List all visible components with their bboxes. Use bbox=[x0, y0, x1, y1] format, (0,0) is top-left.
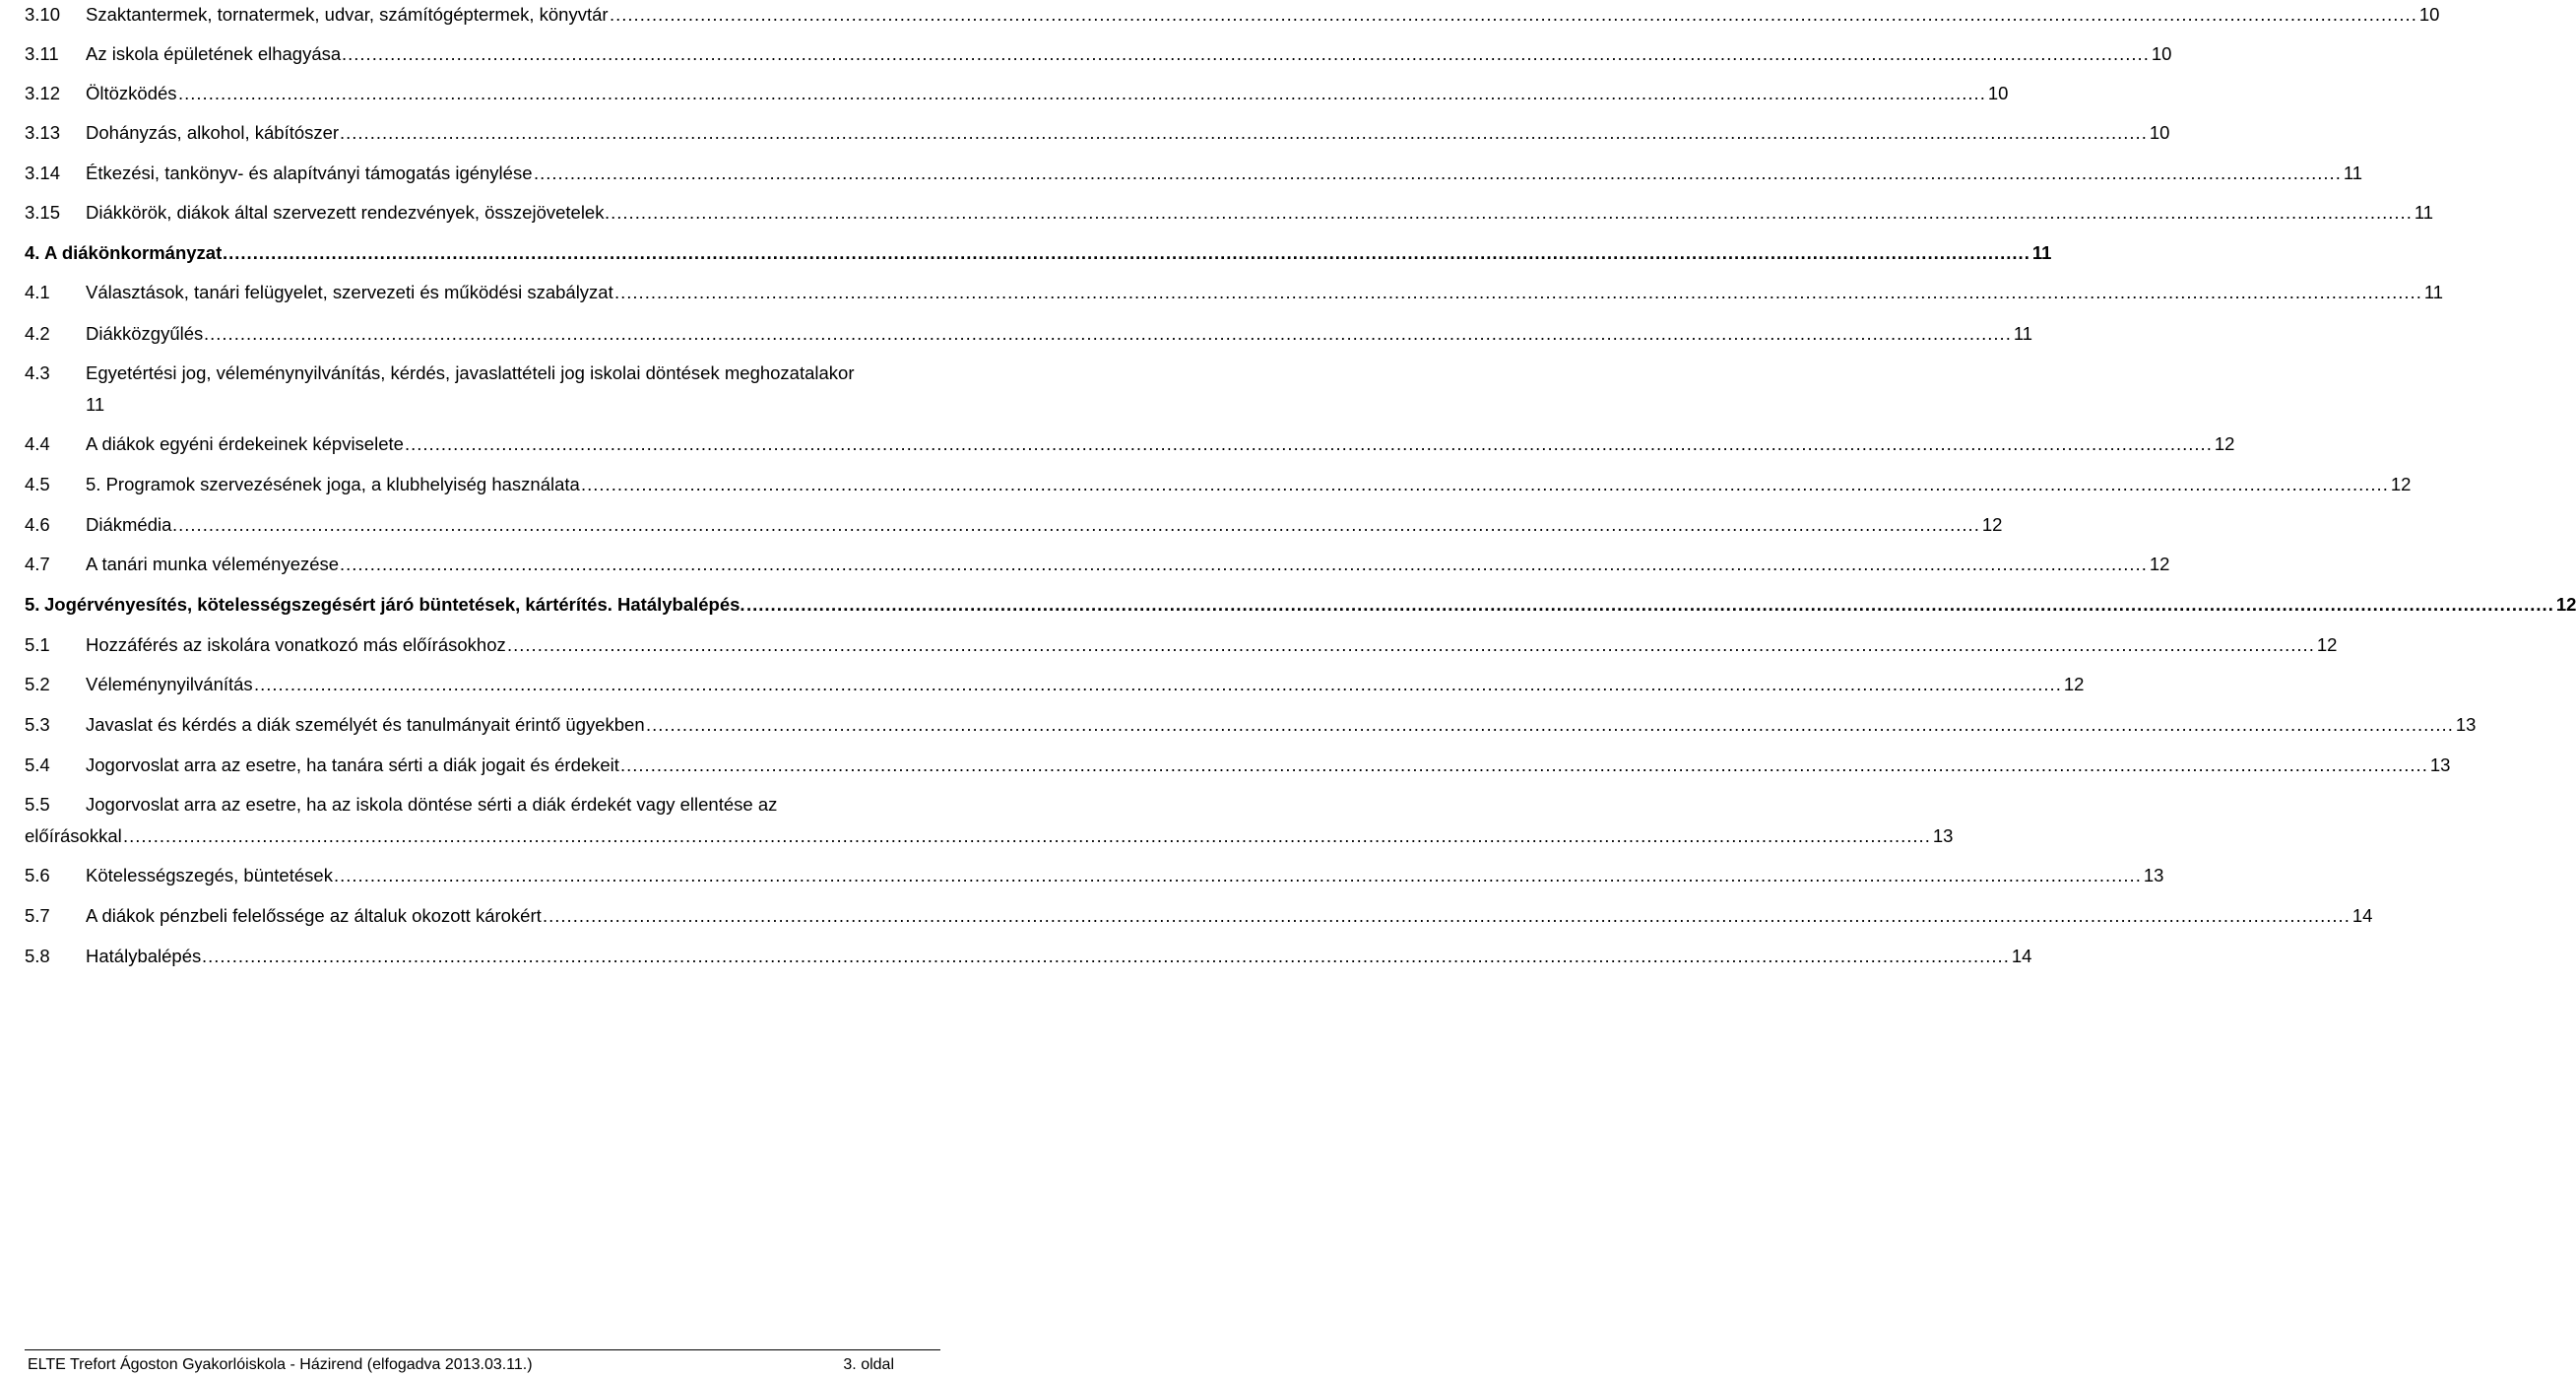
toc-entry-number: 4. bbox=[25, 242, 40, 263]
toc-entry-page: 12 bbox=[2316, 634, 2338, 655]
toc-entry-leader bbox=[610, 4, 2440, 26]
dot-leader: ........................................................................................................................................................................................................................................................................................................... bbox=[204, 323, 2012, 344]
dot-leader: ........................................................................................................................................................................................................................................................................................................... bbox=[610, 4, 2417, 25]
toc-entry-page: 11 bbox=[86, 394, 105, 415]
toc-entry-page: 13 bbox=[2429, 754, 2451, 775]
dot-leader: ........................................................................................................................................................................................................................................................................................................... bbox=[342, 43, 2150, 64]
toc-entry-title: 5. Programok szervezésének joga, a klubhelyiség használata bbox=[86, 474, 580, 494]
toc-entry-leader bbox=[334, 865, 2164, 886]
dot-leader: ........................................................................................................................................................................................................................................................................................................... bbox=[340, 554, 2148, 574]
dot-leader: ........................................................................................................................................................................................................................................................................................................... bbox=[646, 714, 2454, 735]
toc-entry-number: 4.4 bbox=[25, 433, 50, 454]
toc-entry-page: 14 bbox=[2351, 905, 2373, 926]
dot-leader: ........................................................................................................................................................................................................................................................................................................... bbox=[605, 202, 2413, 223]
toc-entry-number: 5.1 bbox=[25, 634, 50, 655]
footer-page-number: 3. oldal bbox=[843, 1356, 894, 1373]
toc-entry-number: 4.2 bbox=[25, 323, 50, 344]
footer-divider bbox=[25, 1349, 940, 1350]
toc-entry-title: Egyetértési jog, véleménynyilvánítás, kérdés, javaslattételi jog iskolai döntések meghozatalakor bbox=[86, 362, 855, 383]
dot-leader: ........................................................................................................................................................................................................................................................................................................... bbox=[620, 754, 2428, 775]
dot-leader: ........................................................................................................................................................................................................................................................................................................... bbox=[507, 634, 2315, 655]
toc-entry-title: Választások, tanári felügyelet, szervezeti és működési szabályzat bbox=[86, 282, 613, 302]
toc-entry-number: 5.5 bbox=[25, 794, 50, 815]
toc-entry-page: 10 bbox=[2418, 4, 2440, 25]
dot-leader: ........................................................................................................................................................................................................................................................................................................... bbox=[178, 83, 1986, 103]
footer-document-title: ELTE Trefort Ágoston Gyakorlóiskola - Házirend (elfogadva 2013.03.11.) bbox=[28, 1356, 533, 1373]
toc-entry-leader bbox=[204, 323, 2033, 345]
toc-entry-page: 11 bbox=[2013, 323, 2033, 344]
toc-entry-leader bbox=[534, 163, 2363, 184]
dot-leader: ........................................................................................................................................................................................................................................................................................................... bbox=[172, 514, 1980, 535]
toc-entry-leader bbox=[405, 433, 2235, 455]
toc-entry-title: Véleménynyilvánítás bbox=[86, 674, 253, 694]
dot-leader: ........................................................................................................................................................................................................................................................................................................... bbox=[405, 433, 2213, 454]
toc-entry-number: 5.3 bbox=[25, 714, 50, 735]
toc-entry-number: 4.6 bbox=[25, 514, 50, 535]
toc-entry-leader bbox=[123, 825, 1954, 847]
toc-entry-title: Diákközgyűlés bbox=[86, 323, 204, 344]
toc-entry-number: 3.13 bbox=[25, 122, 61, 143]
dot-leader: ........................................................................................................................................................................................................................................................................................................... bbox=[123, 825, 1931, 846]
dot-leader: ........................................................................................................................................................................................................................................................................................................... bbox=[223, 242, 2030, 263]
toc-entry-title: Öltözködés bbox=[86, 83, 177, 103]
toc-entry-leader bbox=[581, 474, 2412, 495]
toc-entry-page: 10 bbox=[1987, 83, 2009, 103]
dot-leader: ........................................................................................................................................................................................................................................................................................................... bbox=[746, 594, 2554, 615]
toc-entry-title: Javaslat és kérdés a diák személyét és tanulmányait érintő ügyekben bbox=[86, 714, 645, 735]
toc-entry-title: Jogérvényesítés, kötelességszegésért járó büntetések, kártérítés. Hatálybalépés. bbox=[44, 594, 745, 615]
toc-entry-title: A diákok egyéni érdekeinek képviselete bbox=[86, 433, 404, 454]
toc-entry-leader bbox=[342, 43, 2172, 65]
toc-entry-title: A diákönkormányzat bbox=[44, 242, 223, 263]
toc-entry-leader bbox=[340, 122, 2170, 144]
toc-entry-leader bbox=[620, 754, 2451, 776]
toc-entry-leader bbox=[543, 905, 2373, 927]
dot-leader: ........................................................................................................................................................................................................................................................................................................... bbox=[340, 122, 2148, 143]
toc-entry-leader bbox=[614, 282, 2444, 303]
toc-entry-leader bbox=[746, 594, 2576, 616]
toc-entry-title: Jogorvoslat arra az esetre, ha tanára sérti a diák jogait és érdekeit bbox=[86, 754, 619, 775]
toc-entry-title: Dohányzás, alkohol, kábítószer bbox=[86, 122, 340, 143]
toc-entry-page: 12 bbox=[2214, 433, 2235, 454]
toc-entry-title: Étkezési, tankönyv- és alapítványi támogatás igénylése bbox=[86, 163, 533, 183]
toc-entry-title: A diákok pénzbeli felelőssége az általuk okozott károkért bbox=[86, 905, 542, 926]
toc-entry-page: 10 bbox=[2151, 43, 2172, 64]
toc-entry-leader bbox=[507, 634, 2338, 656]
dot-leader: ........................................................................................................................................................................................................................................................................................................... bbox=[543, 905, 2351, 926]
dot-leader: ........................................................................................................................................................................................................................................................................................................... bbox=[202, 946, 2010, 966]
toc-entry-number: 5.8 bbox=[25, 946, 50, 966]
toc-entry-number: 5.6 bbox=[25, 865, 50, 885]
toc-entry-leader bbox=[254, 674, 2085, 695]
toc-entry-page: 11 bbox=[2414, 202, 2434, 223]
toc-entry-title: Hatálybalépés bbox=[86, 946, 202, 966]
toc-entry-title: Diákmédia bbox=[86, 514, 172, 535]
toc-entry-number: 4.1 bbox=[25, 282, 50, 302]
toc-entry-title: Kötelességszegés, büntetések bbox=[86, 865, 333, 885]
toc-entry-page: 12 bbox=[2063, 674, 2085, 694]
toc-entry-leader bbox=[202, 946, 2032, 967]
toc-entry-page: 12 bbox=[1981, 514, 2003, 535]
toc-entry-page: 11 bbox=[2423, 282, 2444, 302]
toc-entry-title: Az iskola épületének elhagyása bbox=[86, 43, 342, 64]
dot-leader: ........................................................................................................................................................................................................................................................................................................... bbox=[534, 163, 2342, 183]
toc-entry-number: 5. bbox=[25, 594, 40, 615]
dot-leader: ........................................................................................................................................................................................................................................................................................................... bbox=[614, 282, 2422, 302]
toc-entry-number: 3.15 bbox=[25, 202, 61, 223]
toc-entry-title: Szaktantermek, tornatermek, udvar, számítógéptermek, könyvtár bbox=[86, 4, 609, 25]
toc-entry-number: 4.5 bbox=[25, 474, 50, 494]
toc-entry-leader bbox=[223, 242, 2052, 264]
toc-entry-page: 11 bbox=[2343, 163, 2363, 183]
toc-entry-page: 13 bbox=[2143, 865, 2164, 885]
toc-entry-page: 12 bbox=[2555, 594, 2576, 615]
dot-leader: ........................................................................................................................................................................................................................................................................................................... bbox=[254, 674, 2062, 694]
toc-entry-page: 14 bbox=[2011, 946, 2032, 966]
toc-entry-page: 10 bbox=[2149, 122, 2170, 143]
toc-entry-title: Jogorvoslat arra az esetre, ha az iskola döntése sérti a diák érdekét vagy ellentése az bbox=[86, 794, 778, 815]
toc-entry-leader bbox=[605, 202, 2434, 224]
toc-entry-title: Hozzáférés az iskolára vonatkozó más előírásokhoz bbox=[86, 634, 506, 655]
toc-entry-number: 5.4 bbox=[25, 754, 50, 775]
dot-leader: ........................................................................................................................................................................................................................................................................................................... bbox=[334, 865, 2142, 885]
toc-entry-page: 13 bbox=[2455, 714, 2477, 735]
toc-entry-leader bbox=[172, 514, 2003, 536]
toc-entry-number: 3.11 bbox=[25, 43, 59, 64]
toc-entry-leader bbox=[646, 714, 2477, 736]
toc-entry-title: A tanári munka véleményezése bbox=[86, 554, 340, 574]
toc-entry-number: 3.10 bbox=[25, 4, 61, 25]
toc-entry-number: 4.3 bbox=[25, 362, 50, 383]
toc-entry-page: 12 bbox=[2390, 474, 2412, 494]
toc-entry-leader bbox=[178, 83, 2009, 104]
toc-entry-number: 3.14 bbox=[25, 163, 61, 183]
toc-entry-number: 4.7 bbox=[25, 554, 50, 574]
toc-entry-leader bbox=[340, 554, 2170, 575]
toc-entry-page: 13 bbox=[1932, 825, 1954, 846]
toc-entry-number: 5.7 bbox=[25, 905, 50, 926]
toc-entry-title-continuation: előírásokkal bbox=[25, 825, 122, 846]
toc-entry-number: 3.12 bbox=[25, 83, 61, 103]
toc-entry-page: 12 bbox=[2149, 554, 2170, 574]
toc-entry-number: 5.2 bbox=[25, 674, 50, 694]
toc-entry-page: 11 bbox=[2031, 242, 2052, 263]
toc-entry-title: Diákkörök, diákok által szervezett rendezvények, összejövetelek bbox=[86, 202, 605, 223]
dot-leader: ........................................................................................................................................................................................................................................................................................................... bbox=[581, 474, 2389, 494]
